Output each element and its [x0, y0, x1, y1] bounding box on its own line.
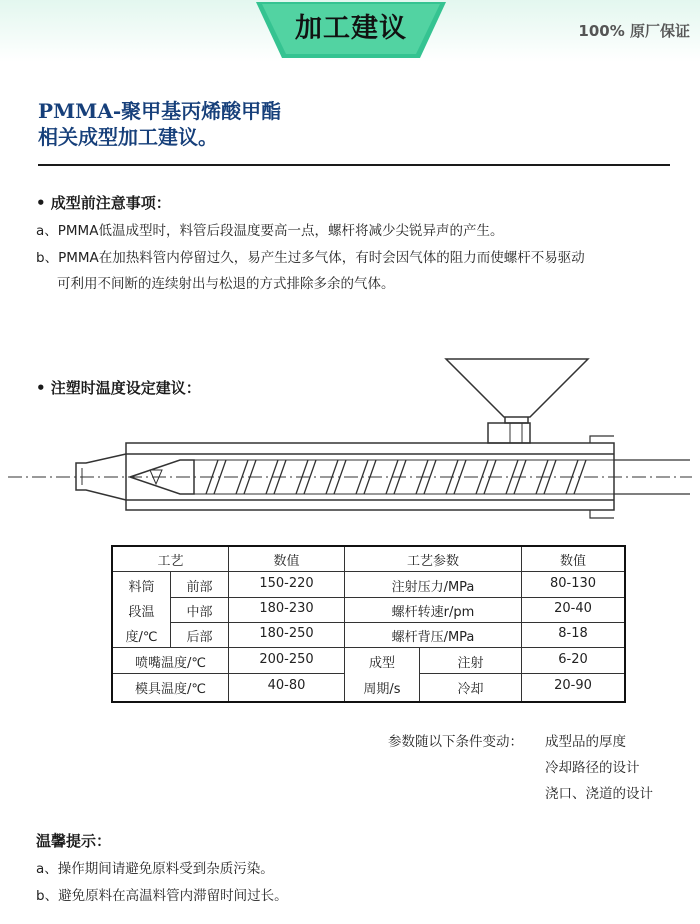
row2-value: 180-230	[259, 601, 314, 616]
row4-param-value: 6-20	[558, 652, 588, 667]
header-value: 数值	[273, 554, 300, 569]
row1-label: 料筒	[128, 580, 155, 595]
row1-param: 注射压力/MPa	[391, 580, 475, 595]
conditions-label: 参数随以下条件变动：	[388, 734, 523, 750]
hopper-funnel	[446, 359, 588, 417]
pre-molding-item-b-line1: b、PMMA在加热料管内停留过久，易产生过多气体，有时会因气体的阻力而使螺杆不易驱动	[36, 250, 585, 266]
pre-molding-item-a: a、PMMA低温成型时，料管后段温度要高一点，螺杆将减少尖锐异声的产生。	[36, 223, 504, 239]
row3-label: 度/℃	[125, 630, 158, 645]
screw-barrel-diagram	[0, 350, 700, 530]
title-divider	[38, 164, 670, 166]
row2-param-value: 20-40	[554, 601, 592, 616]
row4-value: 200-250	[259, 652, 314, 667]
row4-sub: 注射	[457, 656, 484, 671]
temp-settings-heading: • 注塑时温度设定建议：	[36, 379, 201, 397]
row2-label: 段温	[128, 605, 155, 620]
row5-param-value: 20-90	[554, 678, 592, 693]
conditions-item-2: 冷却路径的设计	[545, 760, 640, 776]
header-param: 工艺参数	[406, 554, 459, 569]
row5-param: 周期/s	[363, 682, 401, 697]
parameter-table	[111, 545, 626, 703]
row2-param: 螺杆转速r/pm	[391, 605, 475, 620]
conditions-item-1: 成型品的厚度	[545, 734, 626, 750]
table-row-line-5a	[113, 673, 344, 674]
row1-zone: 前部	[186, 580, 213, 595]
row4-param: 成型	[368, 656, 395, 671]
page-header	[0, 0, 700, 62]
pre-molding-heading: • 成型前注意事项：	[36, 194, 171, 212]
row5-value: 40-80	[267, 678, 306, 693]
row5-sub: 冷却	[457, 682, 484, 697]
hopper-block	[488, 423, 530, 443]
table-row-line-5b	[419, 673, 624, 674]
tips-item-b: b、避免原料在高温料管内滞留时间过长。	[36, 888, 288, 904]
row3-value: 180-250	[259, 626, 314, 641]
table-row-line-4	[113, 647, 624, 648]
table-row-line-3	[170, 622, 624, 623]
row3-param: 螺杆背压/MPa	[391, 630, 475, 645]
row3-zone: 后部	[186, 630, 213, 645]
row1-value: 150-220	[259, 576, 314, 591]
row5-label: 模具温度/℃	[135, 682, 206, 697]
row2-zone: 中部	[186, 605, 213, 620]
row3-param-value: 8-18	[558, 626, 588, 641]
table-row-line-1	[113, 571, 624, 572]
row4-label: 喷嘴温度/℃	[135, 656, 206, 671]
row1-param-value: 80-130	[549, 576, 597, 591]
header-title: 加工建议	[295, 13, 407, 44]
pre-molding-item-b-line2: 可利用不间断的连续射出与松退的方式排除多余的气体。	[57, 276, 395, 292]
table-row-line-2	[170, 597, 624, 598]
doc-title-line-1: PMMA-聚甲基丙烯酸甲酯	[38, 99, 282, 123]
conditions-item-3: 浇口、浇道的设计	[545, 786, 653, 802]
header-value-2: 数值	[559, 554, 586, 569]
tips-heading: 温馨提示：	[36, 832, 112, 850]
guarantee-text: 100% 原厂保证	[578, 22, 690, 40]
header-process: 工艺	[157, 554, 184, 569]
doc-title-line-2: 相关成型加工建议。	[38, 125, 218, 149]
hopper-throat	[505, 417, 528, 423]
tips-item-a: a、操作期间请避免原料受到杂质污染。	[36, 861, 274, 877]
